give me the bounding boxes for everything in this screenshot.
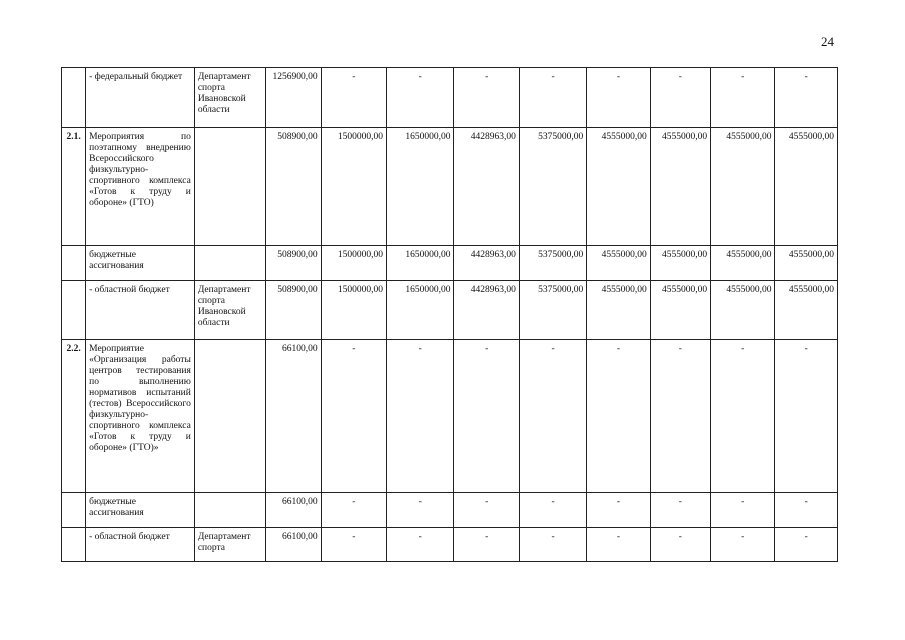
value-cell: -: [519, 68, 586, 128]
value-cell: 4555000,00: [587, 281, 650, 340]
value-cell: -: [650, 68, 710, 128]
page-number: 24: [821, 34, 834, 49]
value-cell: -: [321, 493, 386, 528]
value-cell: -: [775, 493, 838, 528]
value-cell: 4555000,00: [775, 128, 838, 246]
table-row: [62, 246, 838, 281]
row-number: [62, 246, 86, 281]
value-cell: -: [711, 68, 775, 128]
row-description: бюджетные ассигнования: [86, 493, 195, 528]
value-cell: 1650000,00: [387, 246, 454, 281]
value-cell: 1650000,00: [387, 281, 454, 340]
value-cell: 66100,00: [266, 340, 321, 493]
value-cell: -: [387, 528, 454, 562]
value-cell: 4428963,00: [454, 246, 519, 281]
value-cell: -: [321, 528, 386, 562]
value-cell: 508900,00: [266, 246, 321, 281]
value-cell: 1500000,00: [321, 281, 386, 340]
value-cell: 4555000,00: [711, 281, 775, 340]
budget-table: [61, 67, 838, 562]
value-cell: 4555000,00: [711, 128, 775, 246]
row-number: [62, 281, 86, 340]
value-cell: -: [454, 528, 519, 562]
value-cell: 4555000,00: [775, 281, 838, 340]
value-cell: 1650000,00: [387, 128, 454, 246]
value-cell: 4555000,00: [587, 246, 650, 281]
row-department: [194, 128, 265, 246]
table-row: [62, 493, 838, 528]
value-cell: -: [321, 340, 386, 493]
value-cell: -: [387, 340, 454, 493]
value-cell: 5375000,00: [519, 128, 586, 246]
table-row: [62, 340, 838, 493]
value-cell: -: [454, 340, 519, 493]
row-description: - областной бюджет: [86, 528, 195, 562]
row-number: 2.1.: [62, 128, 86, 246]
row-description: - областной бюджет: [86, 281, 195, 340]
value-cell: 4555000,00: [650, 128, 710, 246]
value-cell: 5375000,00: [519, 246, 586, 281]
value-cell: -: [711, 528, 775, 562]
table-row: [62, 128, 838, 246]
row-department: [194, 340, 265, 493]
value-cell: -: [387, 493, 454, 528]
row-number: [62, 528, 86, 562]
table-row: [62, 281, 838, 340]
row-description: Мероприятия по поэтапному внедрению Всероссийского физкультурно-спортивного комплекса «Готов к труду и обороне» (ГТО): [86, 128, 195, 246]
value-cell: -: [387, 68, 454, 128]
value-cell: -: [519, 493, 586, 528]
value-cell: 4555000,00: [711, 246, 775, 281]
value-cell: 66100,00: [266, 528, 321, 562]
row-description: Мероприятие «Организация работы центров тестирования по выполнению нормативов испытаний (тестов) Всероссийского физкультурно-спортивного комплекса «Готов к труду и обороне» (ГТО)»: [86, 340, 195, 493]
value-cell: -: [321, 68, 386, 128]
value-cell: -: [650, 340, 710, 493]
row-department: [194, 493, 265, 528]
value-cell: -: [711, 340, 775, 493]
value-cell: -: [587, 68, 650, 128]
value-cell: 4555000,00: [650, 246, 710, 281]
value-cell: -: [519, 340, 586, 493]
row-description: - федеральный бюджет: [86, 68, 195, 128]
value-cell: 66100,00: [266, 493, 321, 528]
value-cell: 4555000,00: [775, 246, 838, 281]
row-number: 2.2.: [62, 340, 86, 493]
value-cell: -: [650, 528, 710, 562]
value-cell: -: [587, 528, 650, 562]
value-cell: -: [587, 493, 650, 528]
row-department: Департамент спорта Ивановской области: [194, 68, 265, 128]
table-row: [62, 528, 838, 562]
row-department: Департамент спорта Ивановской области: [194, 281, 265, 340]
value-cell: -: [775, 68, 838, 128]
value-cell: 4555000,00: [650, 281, 710, 340]
value-cell: -: [587, 340, 650, 493]
row-number: [62, 68, 86, 128]
value-cell: 5375000,00: [519, 281, 586, 340]
value-cell: 1500000,00: [321, 246, 386, 281]
value-cell: -: [650, 493, 710, 528]
value-cell: 4555000,00: [587, 128, 650, 246]
value-cell: 508900,00: [266, 128, 321, 246]
row-department: Департамент спорта: [194, 528, 265, 562]
value-cell: 4428963,00: [454, 128, 519, 246]
row-number: [62, 493, 86, 528]
value-cell: -: [775, 340, 838, 493]
value-cell: -: [454, 493, 519, 528]
value-cell: -: [519, 528, 586, 562]
row-description: бюджетные ассигнования: [86, 246, 195, 281]
value-cell: 1500000,00: [321, 128, 386, 246]
value-cell: -: [454, 68, 519, 128]
value-cell: 1256900,00: [266, 68, 321, 128]
table-row: [62, 68, 838, 128]
value-cell: -: [775, 528, 838, 562]
value-cell: -: [711, 493, 775, 528]
row-department: [194, 246, 265, 281]
value-cell: 508900,00: [266, 281, 321, 340]
value-cell: 4428963,00: [454, 281, 519, 340]
